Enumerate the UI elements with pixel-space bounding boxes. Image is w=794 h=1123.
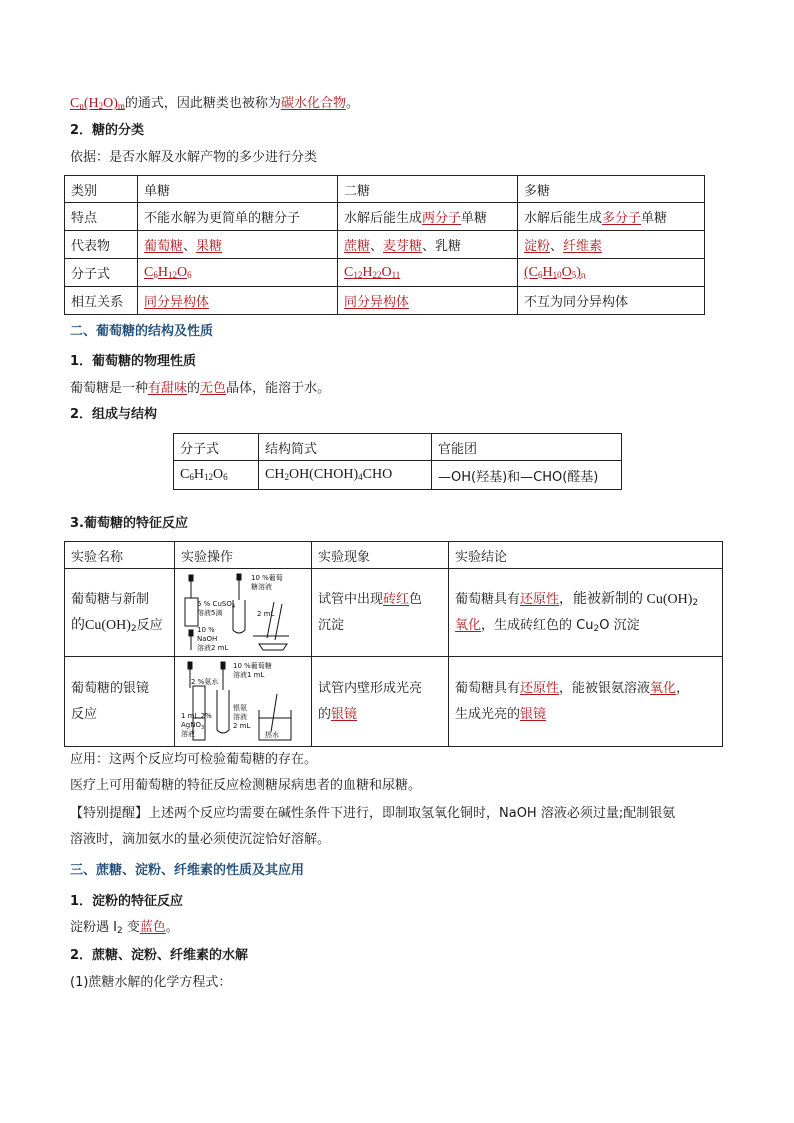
table-header: 单糖 (138, 176, 338, 203)
fig-label: 2 mL (257, 609, 275, 618)
table-cell: 葡萄糖与新制 的$Cu(OH)_2$反应 (65, 569, 175, 657)
fig-label: 10 %葡萄 (251, 573, 283, 582)
table-header: 实验操作 (175, 542, 312, 569)
sucrose-hydrolysis-text: (1)蔗糖水解的化学方程式： (70, 975, 232, 990)
section-heading-glucose: 二、葡萄糖的结构及性质 (70, 324, 214, 339)
cuoh2-apparatus-figure (179, 572, 307, 654)
table-header: 结构简式 (259, 434, 432, 461)
physical-props-heading: 1．葡萄糖的物理性质 (70, 354, 197, 369)
table-cell: $(C_6H_{10}O_5)_n$ (518, 259, 705, 287)
general-formula: $C_n(H_2O)_m$ (70, 96, 125, 111)
table-cell: $C_6H_{12}O_6$ (138, 259, 338, 287)
table-row (65, 259, 705, 287)
fig-label: 1 mL 2% (181, 711, 212, 720)
table-cell (175, 569, 312, 657)
starch-reaction-text: 淀粉遇 $I_2$ 变蓝色。 (70, 920, 179, 936)
fig-label: 热水 (265, 730, 279, 739)
table-cell: 水解后能生成多分子单糖 (518, 203, 705, 231)
fig-label: 溶液5滴 (197, 608, 223, 617)
fig-label: 10 %葡萄糖 (233, 661, 272, 670)
classification-basis: 依据：是否水解及水解产物的多少进行分类 (70, 150, 318, 165)
intro-line: $C_n(H_2O)_m$的通式，因此糖类也被称为碳水化合物。 (70, 96, 359, 111)
application-line-1: 应用：这两个反应均可检验葡萄糖的存在。 (70, 752, 318, 767)
table-row (65, 657, 723, 747)
fig-label: 溶液2 mL (197, 643, 229, 652)
table-header: 多糖 (518, 176, 705, 203)
application-line-2: 医疗上可用葡萄糖的特征反应检测糖尿病患者的血糖和尿糖。 (70, 778, 422, 793)
table-row (65, 203, 705, 231)
physical-props-text: 葡萄糖是一种有甜味的无色晶体，能溶于水。 (70, 381, 331, 396)
table-cell: 不能水解为更简单的糖分子 (138, 203, 338, 231)
table-cell: 水解后能生成两分子单糖 (338, 203, 518, 231)
fig-label: 溶液 (181, 729, 195, 738)
fig-label: 溶液 (233, 712, 247, 721)
table-cell: —OH(羟基)和—CHO(醛基) (432, 461, 622, 490)
starch-reaction-heading: 1．淀粉的特征反应 (70, 894, 184, 909)
table-cell: 同分异构体 (138, 287, 338, 315)
structure-table (173, 433, 622, 490)
table-row (65, 231, 705, 259)
table-cell: $C_{12}H_{22}O_{11}$ (338, 259, 518, 287)
table-cell (175, 657, 312, 747)
fig-label: 溶液1 mL (233, 670, 265, 679)
table-cell: $CH_2OH(CHOH)_4CHO$ (259, 461, 432, 490)
table-header: 二糖 (338, 176, 518, 203)
table-cell: 葡萄糖的银镜 反应 (65, 657, 175, 747)
table-header: 实验名称 (65, 542, 175, 569)
table-row (65, 287, 705, 315)
table-cell: 葡萄糖具有还原性，能被新制的 $Cu(OH)_2$ 氧化，生成砖红色的 $Cu_2O$ 沉淀 (449, 569, 723, 657)
table-row (65, 542, 723, 569)
table-row (174, 461, 622, 490)
table-cell: 葡萄糖、果糖 (138, 231, 338, 259)
fig-label: 5 % CuSO$_4$ (197, 599, 236, 610)
table-cell: 不互为同分异构体 (518, 287, 705, 315)
classification-table (64, 175, 705, 315)
row-label: 代表物 (65, 231, 138, 259)
fig-label: AgNO$_3$ (181, 720, 205, 731)
fig-label: 10 % (197, 625, 215, 634)
hydrolysis-heading: 2．蔗糖、淀粉、纤维素的水解 (70, 948, 249, 963)
table-cell: 蔗糖、麦芽糖、乳糖 (338, 231, 518, 259)
tip-line-1: 【特别提醒】上述两个反应均需要在碱性条件下进行，即制取氢氧化铜时，NaOH 溶液必须过量;配制银氨 (70, 806, 676, 821)
fig-label: 银氨 (233, 703, 247, 712)
table-header: 官能团 (432, 434, 622, 461)
row-label: 特点 (65, 203, 138, 231)
row-label: 相互关系 (65, 287, 138, 315)
reaction-table (64, 541, 723, 747)
table-cell: 同分异构体 (338, 287, 518, 315)
table-cell: 葡萄糖具有还原性，能被银氨溶液氧化， 生成光亮的银镜 (449, 657, 723, 747)
table-cell: $C_6H_{12}O_6$ (174, 461, 259, 490)
tip-line-2: 溶液时，滴加氨水的量必须使沉淀恰好溶解。 (70, 832, 331, 847)
table-header: 类别 (65, 176, 138, 203)
intro-term: 碳水化合物 (280, 96, 346, 111)
table-row (65, 176, 705, 203)
table-cell: 试管内壁形成光亮 的银镜 (312, 657, 449, 747)
structure-heading: 2．组成与结构 (70, 407, 158, 422)
classification-heading: 2．糖的分类 (70, 123, 145, 138)
reaction-heading: 3.葡萄糖的特征反应 (70, 516, 188, 531)
silver-mirror-apparatus-figure (179, 660, 307, 744)
fig-label: 2 %氨水 (191, 677, 219, 686)
section-heading-polysaccharides: 三、蔗糖、淀粉、纤维素的性质及其应用 (70, 863, 305, 878)
table-cell: 试管中出现砖红色 沉淀 (312, 569, 449, 657)
fig-label: 糖溶液 (251, 582, 272, 591)
table-header: 分子式 (174, 434, 259, 461)
fig-label: NaOH (197, 634, 218, 643)
table-row (65, 569, 723, 657)
table-cell: 淀粉、纤维素 (518, 231, 705, 259)
table-header: 实验结论 (449, 542, 723, 569)
fig-label: 2 mL (233, 721, 251, 730)
table-header: 实验现象 (312, 542, 449, 569)
intro-text: 的通式，因此糖类也被称为 (124, 96, 281, 111)
row-label: 分子式 (65, 259, 138, 287)
table-row (174, 434, 622, 461)
